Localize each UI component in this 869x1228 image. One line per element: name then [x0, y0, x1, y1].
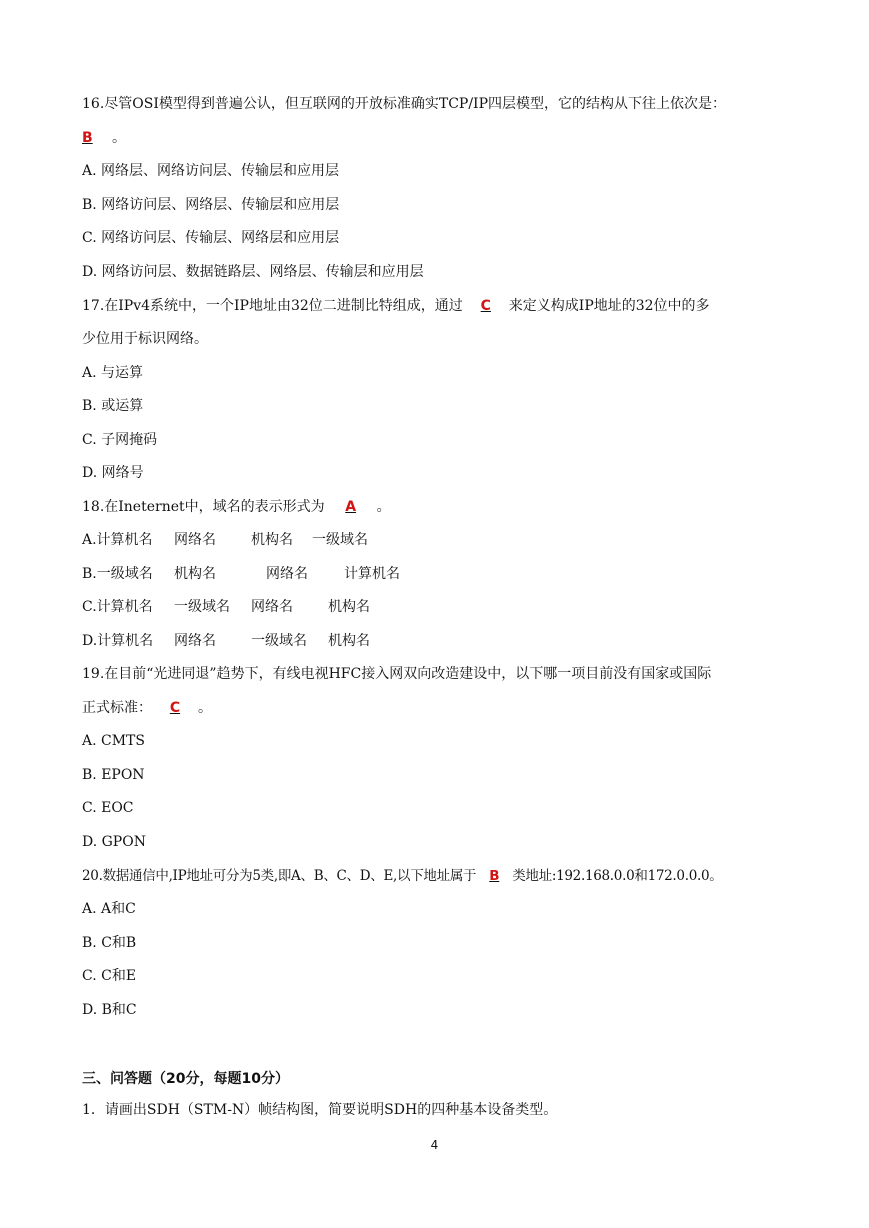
- option: B. EPON: [82, 767, 145, 783]
- question-19: 19.在目前“光进同退”趋势下，有线电视HFC接入网双向改造建设中，以下哪一项目前没有国家或国际: [82, 666, 712, 682]
- question-18: [82, 497, 391, 517]
- option: A. A和C: [82, 901, 136, 917]
- question-text: 20.数据通信中,IP地址可分为5类,即A、B、C、D、E,以下地址属于: [82, 868, 477, 884]
- question-19-line2: [82, 698, 212, 718]
- answer-blank: B: [489, 868, 500, 884]
- question-text: 17.在IPv4系统中，一个IP地址由32位二进制比特组成，通过: [82, 298, 463, 314]
- punctuation: 。: [198, 700, 212, 716]
- page-number: 4: [430, 1138, 439, 1152]
- question-text: 类地址:192.168.0.0和172.0.0.0。: [512, 868, 723, 884]
- question-text: 16.尽管OSI模型得到普遍公认，但互联网的开放标准确实TCP/IP四层模型，它的结构从下往上依次是：: [82, 96, 726, 112]
- answer-blank: C: [169, 700, 181, 716]
- punctuation: 。: [376, 499, 391, 515]
- option: B. 网络访问层、网络层、传输层和应用层: [82, 197, 340, 213]
- answer-blank: C: [480, 298, 491, 314]
- option: A. 网络层、网络访问层、传输层和应用层: [82, 163, 340, 179]
- option: B. C和B: [82, 935, 137, 951]
- option: C. C和E: [82, 968, 137, 984]
- option: A. CMTS: [82, 733, 145, 749]
- question-text: 18.在Ineternet中，域名的表示形式为: [82, 499, 325, 515]
- essay-question-1: 1．请画出SDH（STM-N）帧结构图，简要说明SDH的四种基本设备类型。: [82, 1102, 558, 1118]
- question-text: 来定义构成IP地址的32位中的多: [508, 298, 710, 314]
- option: D. 网络访问层、数据链路层、网络层、传输层和应用层: [82, 264, 424, 280]
- question-16-answer-line: [82, 128, 126, 148]
- punctuation: 。: [112, 130, 126, 146]
- option: C. 网络访问层、传输层、网络层和应用层: [82, 230, 340, 246]
- option: C.计算机名 一级域名 网络名 机构名: [82, 599, 370, 615]
- option: D. 网络号: [82, 465, 144, 481]
- section-heading: 三、问答题（20分，每题10分）: [82, 1071, 289, 1087]
- question-17-line2: 少位用于标识网络。: [82, 331, 208, 347]
- option: C. 子网掩码: [82, 432, 158, 448]
- option: B. 或运算: [82, 398, 144, 414]
- question-17: [82, 296, 710, 316]
- answer-blank: B: [82, 130, 93, 146]
- option: A. 与运算: [82, 365, 144, 381]
- option: A.计算机名 网络名 机构名 一级域名: [82, 532, 368, 548]
- answer-blank: A: [345, 499, 357, 515]
- option: D. GPON: [82, 834, 146, 850]
- option: D. B和C: [82, 1002, 137, 1018]
- question-16: [82, 94, 726, 114]
- question-20: [82, 866, 722, 886]
- option: C. EOC: [82, 800, 134, 816]
- option: D.计算机名 网络名 一级域名 机构名: [82, 633, 370, 649]
- option: B.一级域名 机构名 网络名 计算机名: [82, 566, 400, 582]
- question-text: 正式标准：: [82, 700, 152, 716]
